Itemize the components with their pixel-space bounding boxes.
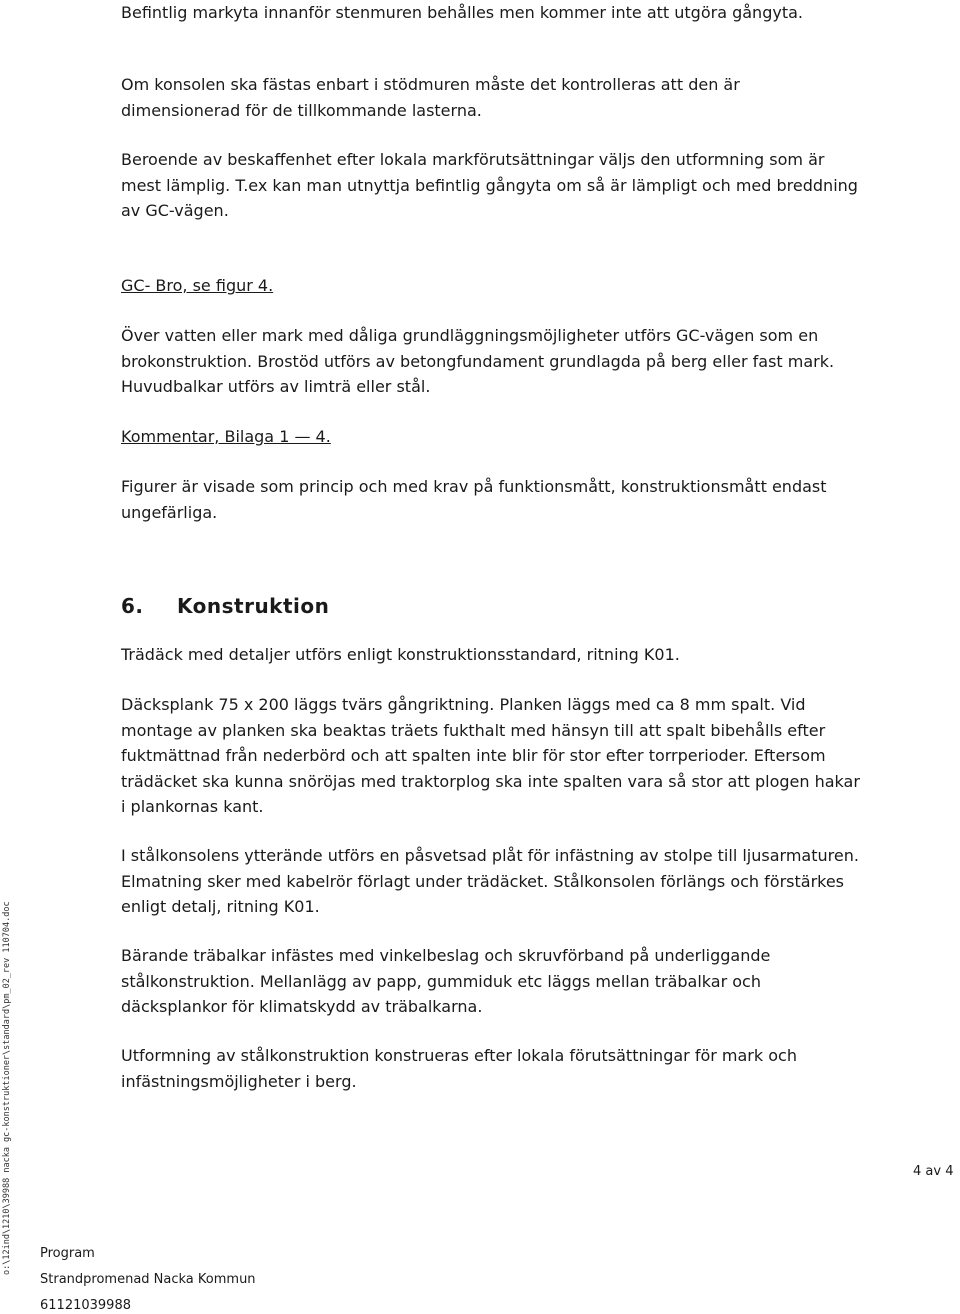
paragraph: [121, 642, 861, 668]
paragraph: [121, 692, 861, 820]
paragraph-deck-planks: Däcksplank 75 x 200 läggs tvärs gångriktning. Planken läggs med ca 8 mm spalt. Vid montage av planken ska beaktas träets fukthalt med hänsyn till att spalt bibehålls efter fuktmättnad från nederbörd och att spalten inte blir för stor efter torrperioder. Eftersom trädäcket ska kunna snöröjas med traktorplog ska inte spalten vara så stor att plogen hakar i plankornas kant.: [121, 695, 860, 816]
footer-program: Program: [40, 1246, 95, 1261]
section-title: Konstruktion: [176, 594, 330, 618]
footer-number: 61121039988: [40, 1298, 131, 1313]
paragraph-deck-standard: Trädäck med detaljer utförs enligt konstruktionsstandard, ritning K01.: [121, 645, 680, 664]
paragraph-design-choice: Beroende av beskaffenhet efter lokala markförutsättningar väljs den utformning som är mest lämplig. T.ex kan man utnyttja befintlig gångyta om så är lämpligt och med breddning av GC-vägen.: [121, 150, 858, 220]
paragraph: [121, 843, 861, 920]
paragraph: [121, 147, 861, 224]
paragraph-steel-console: I stålkonsolens ytterände utförs en påsvetsad plåt för infästning av stolpe till ljusarmaturen. Elmatning sker med kabelrör förlagt under trädäcket. Stålkonsolen förlängs och förstärkes enligt detalj, ritning K01.: [121, 846, 859, 916]
subheading-kommentar: Kommentar, Bilaga 1 — 4.: [121, 427, 331, 446]
subheading-gc-bro: GC- Bro, se figur 4.: [121, 276, 274, 295]
paragraph: [121, 474, 861, 525]
paragraph-existing-ground: Befintlig markyta innanför stenmuren behålles men kommer inte att utgöra gångyta.: [121, 3, 803, 22]
file-path-sidebar: o:\12ind\1210\39988 nacka gc-konstruktioner\standard\pm_02_rev 110704.doc: [2, 901, 12, 1275]
paragraph: [121, 943, 861, 1020]
paragraph: [121, 1043, 861, 1094]
paragraph-timber-beams: Bärande träbalkar infästes med vinkelbeslag och skruvförband på underliggande stålkonstruktion. Mellanlägg av papp, gummiduk etc läggs mellan träbalkar och däcksplankor för klimatskydd av träbalkarna.: [121, 946, 771, 1016]
paragraph-console-attachment: Om konsolen ska fästas enbart i stödmuren måste det kontrolleras att den är dimensionerad för de tillkommande lasterna.: [121, 75, 740, 120]
paragraph: [121, 323, 861, 400]
paragraph-steel-design: Utformning av stålkonstruktion konstrueras efter lokala förutsättningar för mark och infästningsmöjligheter i berg.: [121, 1046, 797, 1091]
section-number: 6.: [121, 594, 144, 618]
section-heading: [121, 594, 329, 618]
footer-project: Strandpromenad Nacka Kommun: [40, 1272, 256, 1287]
paragraph: [121, 72, 861, 123]
paragraph-figures-note: Figurer är visade som princip och med krav på funktionsmått, konstruktionsmått endast ungefärliga.: [121, 477, 827, 522]
paragraph: [121, 0, 861, 26]
paragraph-bridge-construction: Över vatten eller mark med dåliga grundläggningsmöjligheter utförs GC-vägen som en brokonstruktion. Brostöd utförs av betongfundament grundlagda på berg eller fast mark. Huvudbalkar utförs av limträ eller stål.: [121, 326, 835, 396]
page-number: 4 av 4: [913, 1164, 954, 1179]
